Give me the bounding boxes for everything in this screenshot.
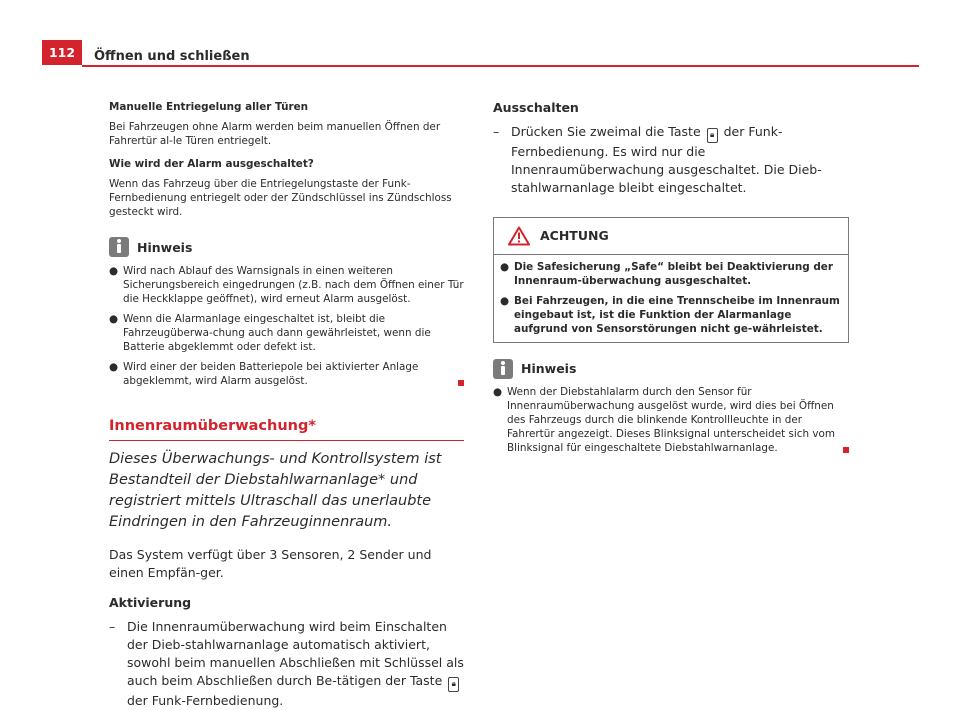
note-title: Hinweis (137, 239, 193, 255)
page-number: 112 (42, 40, 82, 65)
warning-box (493, 217, 849, 343)
header-rule (82, 65, 919, 67)
section-title: Innenraumüberwachung* (109, 418, 316, 434)
note-box-left (109, 237, 464, 388)
end-marker (843, 447, 849, 453)
note-item: ● Wird einer der beiden Batteriepole bei aktivierter Anlage abgeklemmt, wird Alarm ausgelöst. (109, 360, 464, 388)
activation-step: – Die Innenraumüberwachung wird beim Einschalten der Dieb-stahlwarnanlage automatisch aktiviert, sowohl beim manuellen Abschließen mit Schlüssel als auch beim Abschließen durch Be-tätigen der Taste 🔒︎ der Funk-Fernbedienung. (109, 619, 464, 708)
info-icon (109, 237, 129, 257)
off-heading: Ausschalten (493, 100, 579, 115)
manual-unlock-heading: Manuelle Entriegelung aller Türen (109, 101, 309, 113)
note-title: Hinweis (521, 361, 577, 376)
section-lead: Dieses Überwachungs- und Kontrollsystem ist Bestandteil der Diebstahlwarnanlage* und registriert mittels Ultraschall das unerlaubte Eindringen in den Fahrzeuginnenraum. (109, 451, 442, 530)
warning-item: ● Bei Fahrzeugen, in die eine Trennscheibe im Innenraum eingebaut ist, ist die Funktion der Alarmanlage aufgrund von Sensorstörungen nicht ge-währleistet. (500, 294, 840, 335)
end-marker (458, 380, 464, 386)
note-header (493, 359, 849, 379)
note-header (109, 237, 464, 257)
note-item: ● Wenn der Diebstahlalarm durch den Sensor für Innenraumüberwachung ausgelöst wurde, wird dies bei Öffnen des Fahrzeugs durch die blinkende Kontrollleuchte in der Fahrertür angezeigt. Dieses Blinksignal unterscheidet sich vom Blinksignal für eingeschaltete Diebstahlwarnanlage. (493, 385, 849, 455)
warning-body (494, 255, 848, 342)
alarm-off-text: Wenn das Fahrzeug über die Entriegelungstaste der Funk-Fernbedienung entriegelt oder der Zündschlüssel ins Zündschloss gesteckt wird. (109, 178, 452, 218)
system-text: Das System verfügt über 3 Sensoren, 2 Sender und einen Empfän-ger. (109, 547, 432, 580)
warning-item: ● Die Safesicherung „Safe“ bleibt bei Deaktivierung der Innenraum-überwachung ausgeschaltet. (500, 260, 833, 287)
alarm-off-heading: Wie wird der Alarm ausgeschaltet? (109, 158, 314, 170)
lock-key-icon: 🔒︎ (448, 677, 459, 692)
activation-heading: Aktivierung (109, 595, 192, 610)
info-icon (493, 359, 513, 379)
section-rule (109, 440, 464, 441)
note-item: ● Wird nach Ablauf des Warnsignals in einen weiteren Sicherungsbereich eingedrungen (z.B. nach dem Öffnen einer Tür die Heckklappe geöffnet), wird erneut Alarm ausgelöst. (109, 265, 464, 305)
off-step: – Drücken Sie zweimal die Taste 🔒︎ der Funk-Fernbedienung. Es wird nur die Innenraumüberwachung ausgeschaltet. Die Dieb-stahlwarnanlage bleibt eingeschaltet. (493, 124, 822, 195)
warning-header (494, 218, 848, 255)
manual-unlock-text: Bei Fahrzeugen ohne Alarm werden beim manuellen Öffnen der Fahrertür al-le Türen entriegelt. (109, 121, 441, 147)
note-item: ● Wenn die Alarmanlage eingeschaltet ist, bleibt die Fahrzeugüberwa-chung auch dann gewährleistet, wenn die Batterie abgeklemmt oder defekt ist. (109, 313, 431, 353)
lock-key-icon: 🔒︎ (707, 128, 718, 143)
section-innenraum (109, 418, 464, 710)
warning-title: ACHTUNG (540, 228, 609, 243)
note-box-right (493, 359, 849, 455)
left-column (109, 100, 464, 710)
chapter-title: Öffnen und schließen (94, 49, 250, 64)
warning-triangle-icon (508, 226, 530, 246)
right-column (493, 100, 849, 455)
